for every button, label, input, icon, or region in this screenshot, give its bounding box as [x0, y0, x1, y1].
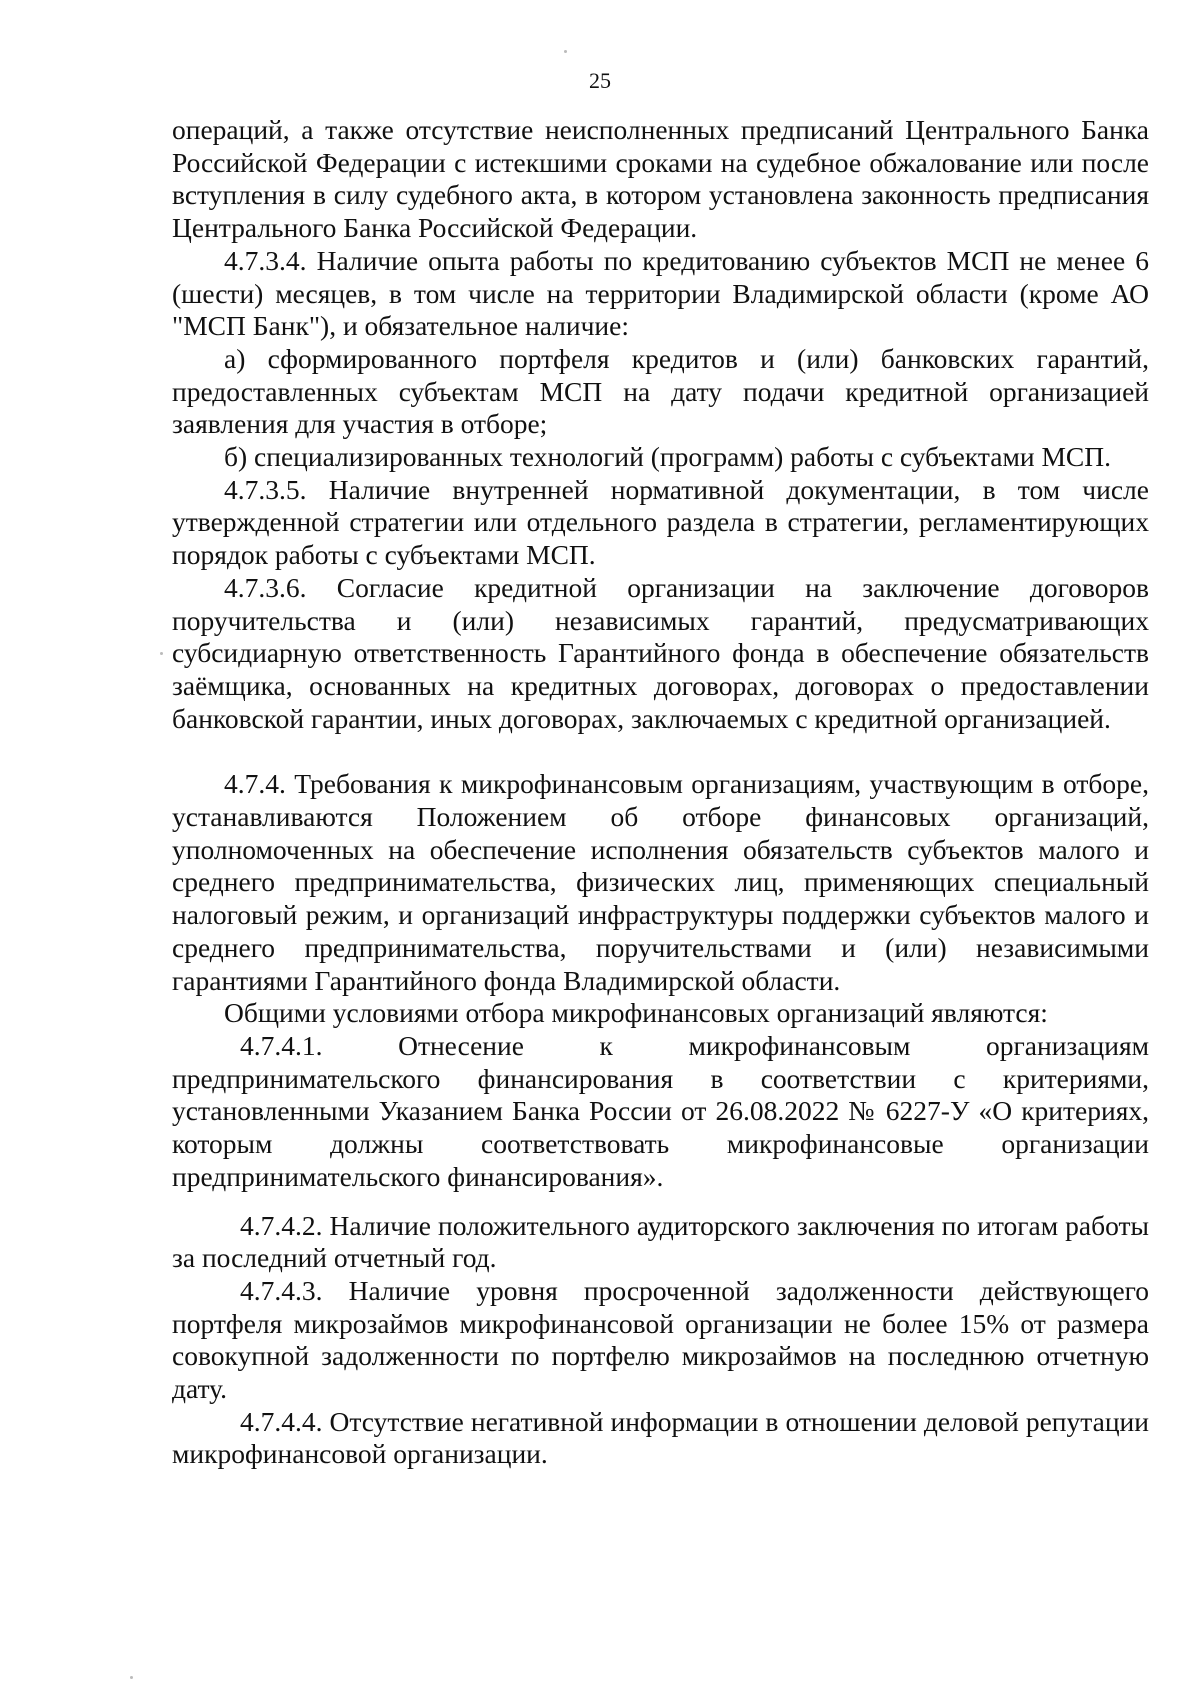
paragraph-4-7-4-1: 4.7.4.1. Отнесение к микрофинансовым организациям предпринимательского финансирования в соответствии с критериями, установленными Указанием Банка России от 26.08.2022 № 6227-У «О критериях, которым должны соответствовать микрофинансовые организации предпринимательского финансирования». — [172, 1029, 1149, 1192]
paragraph-4-7-3-4-b: б) специализированных технологий (программ) работы с субъектами МСП. — [224, 441, 1111, 473]
document-body — [172, 114, 1149, 1471]
paragraph-continuation: операций, а также отсутствие неисполненных предписаний Центрального Банка Российской Федерации с истекшими сроками на судебное обжалование или после вступления в силу судебного акта, в котором установлена законность предписания Центрального Банка Российской Федерации. — [172, 114, 1149, 244]
paragraph-4-7-4: 4.7.4. Требования к микрофинансовым организациям, участвующим в отборе, устанавливаются Положением об отборе финансовых организаций, уполномоченных на обеспечение исполнения обязательств субъектов малого и среднего предпринимательства, физических лиц, применяющих специальный налоговый режим, и организаций инфраструктуры поддержки субъектов малого и среднего предпринимательства, поручительствами и (или) независимыми гарантиями Гарантийного фонда Владимирской области. — [172, 768, 1149, 996]
paragraph-4-7-3-4-a: а) сформированного портфеля кредитов и (или) банковских гарантий, предоставленных субъектам МСП на дату подачи кредитной организацией заявления для участия в отборе; — [172, 342, 1149, 440]
paragraph-4-7-3-4: 4.7.3.4. Наличие опыта работы по кредитованию субъектов МСП не менее 6 (шести) месяцев, в том числе на территории Владимирской области (кроме АО "МСП Банк"), и обязательное наличие: — [172, 244, 1149, 342]
scan-speck — [160, 652, 163, 655]
paragraph-4-7-3-5: 4.7.3.5. Наличие внутренней нормативной документации, в том числе утвержденной стратегии или отдельного раздела в стратегии, регламентирующих порядок работы с субъектами МСП. — [172, 473, 1149, 571]
scan-speck — [130, 1676, 133, 1679]
paragraph-4-7-3-6: 4.7.3.6. Согласие кредитной организации на заключение договоров поручительства и (или) независимых гарантий, предусматривающих субсидиарную ответственность Гарантийного фонда в обеспечение обязательств заёмщика, основанных на кредитных договорах, договорах о предоставлении банковской гарантии, иных договорах, заключаемых с кредитной организацией. — [172, 571, 1149, 734]
paragraph-4-7-4-3: 4.7.4.3. Наличие уровня просроченной задолженности действующего портфеля микрозаймов микрофинансовой организации не более 15% от размера совокупной задолженности по портфелю микрозаймов на последнюю отчетную дату. — [172, 1274, 1149, 1405]
paragraph-common-conditions: Общими условиями отбора микрофинансовых организаций являются: — [224, 997, 1048, 1029]
paragraph-4-7-4-2: 4.7.4.2. Наличие положительного аудиторского заключения по итогам работы за последний отчетный год. — [172, 1209, 1149, 1274]
paragraph-4-7-4-4: 4.7.4.4. Отсутствие негативной информации в отношении деловой репутации микрофинансовой организации. — [172, 1405, 1149, 1470]
scan-speck — [564, 50, 567, 53]
page-number: 25 — [589, 68, 611, 93]
